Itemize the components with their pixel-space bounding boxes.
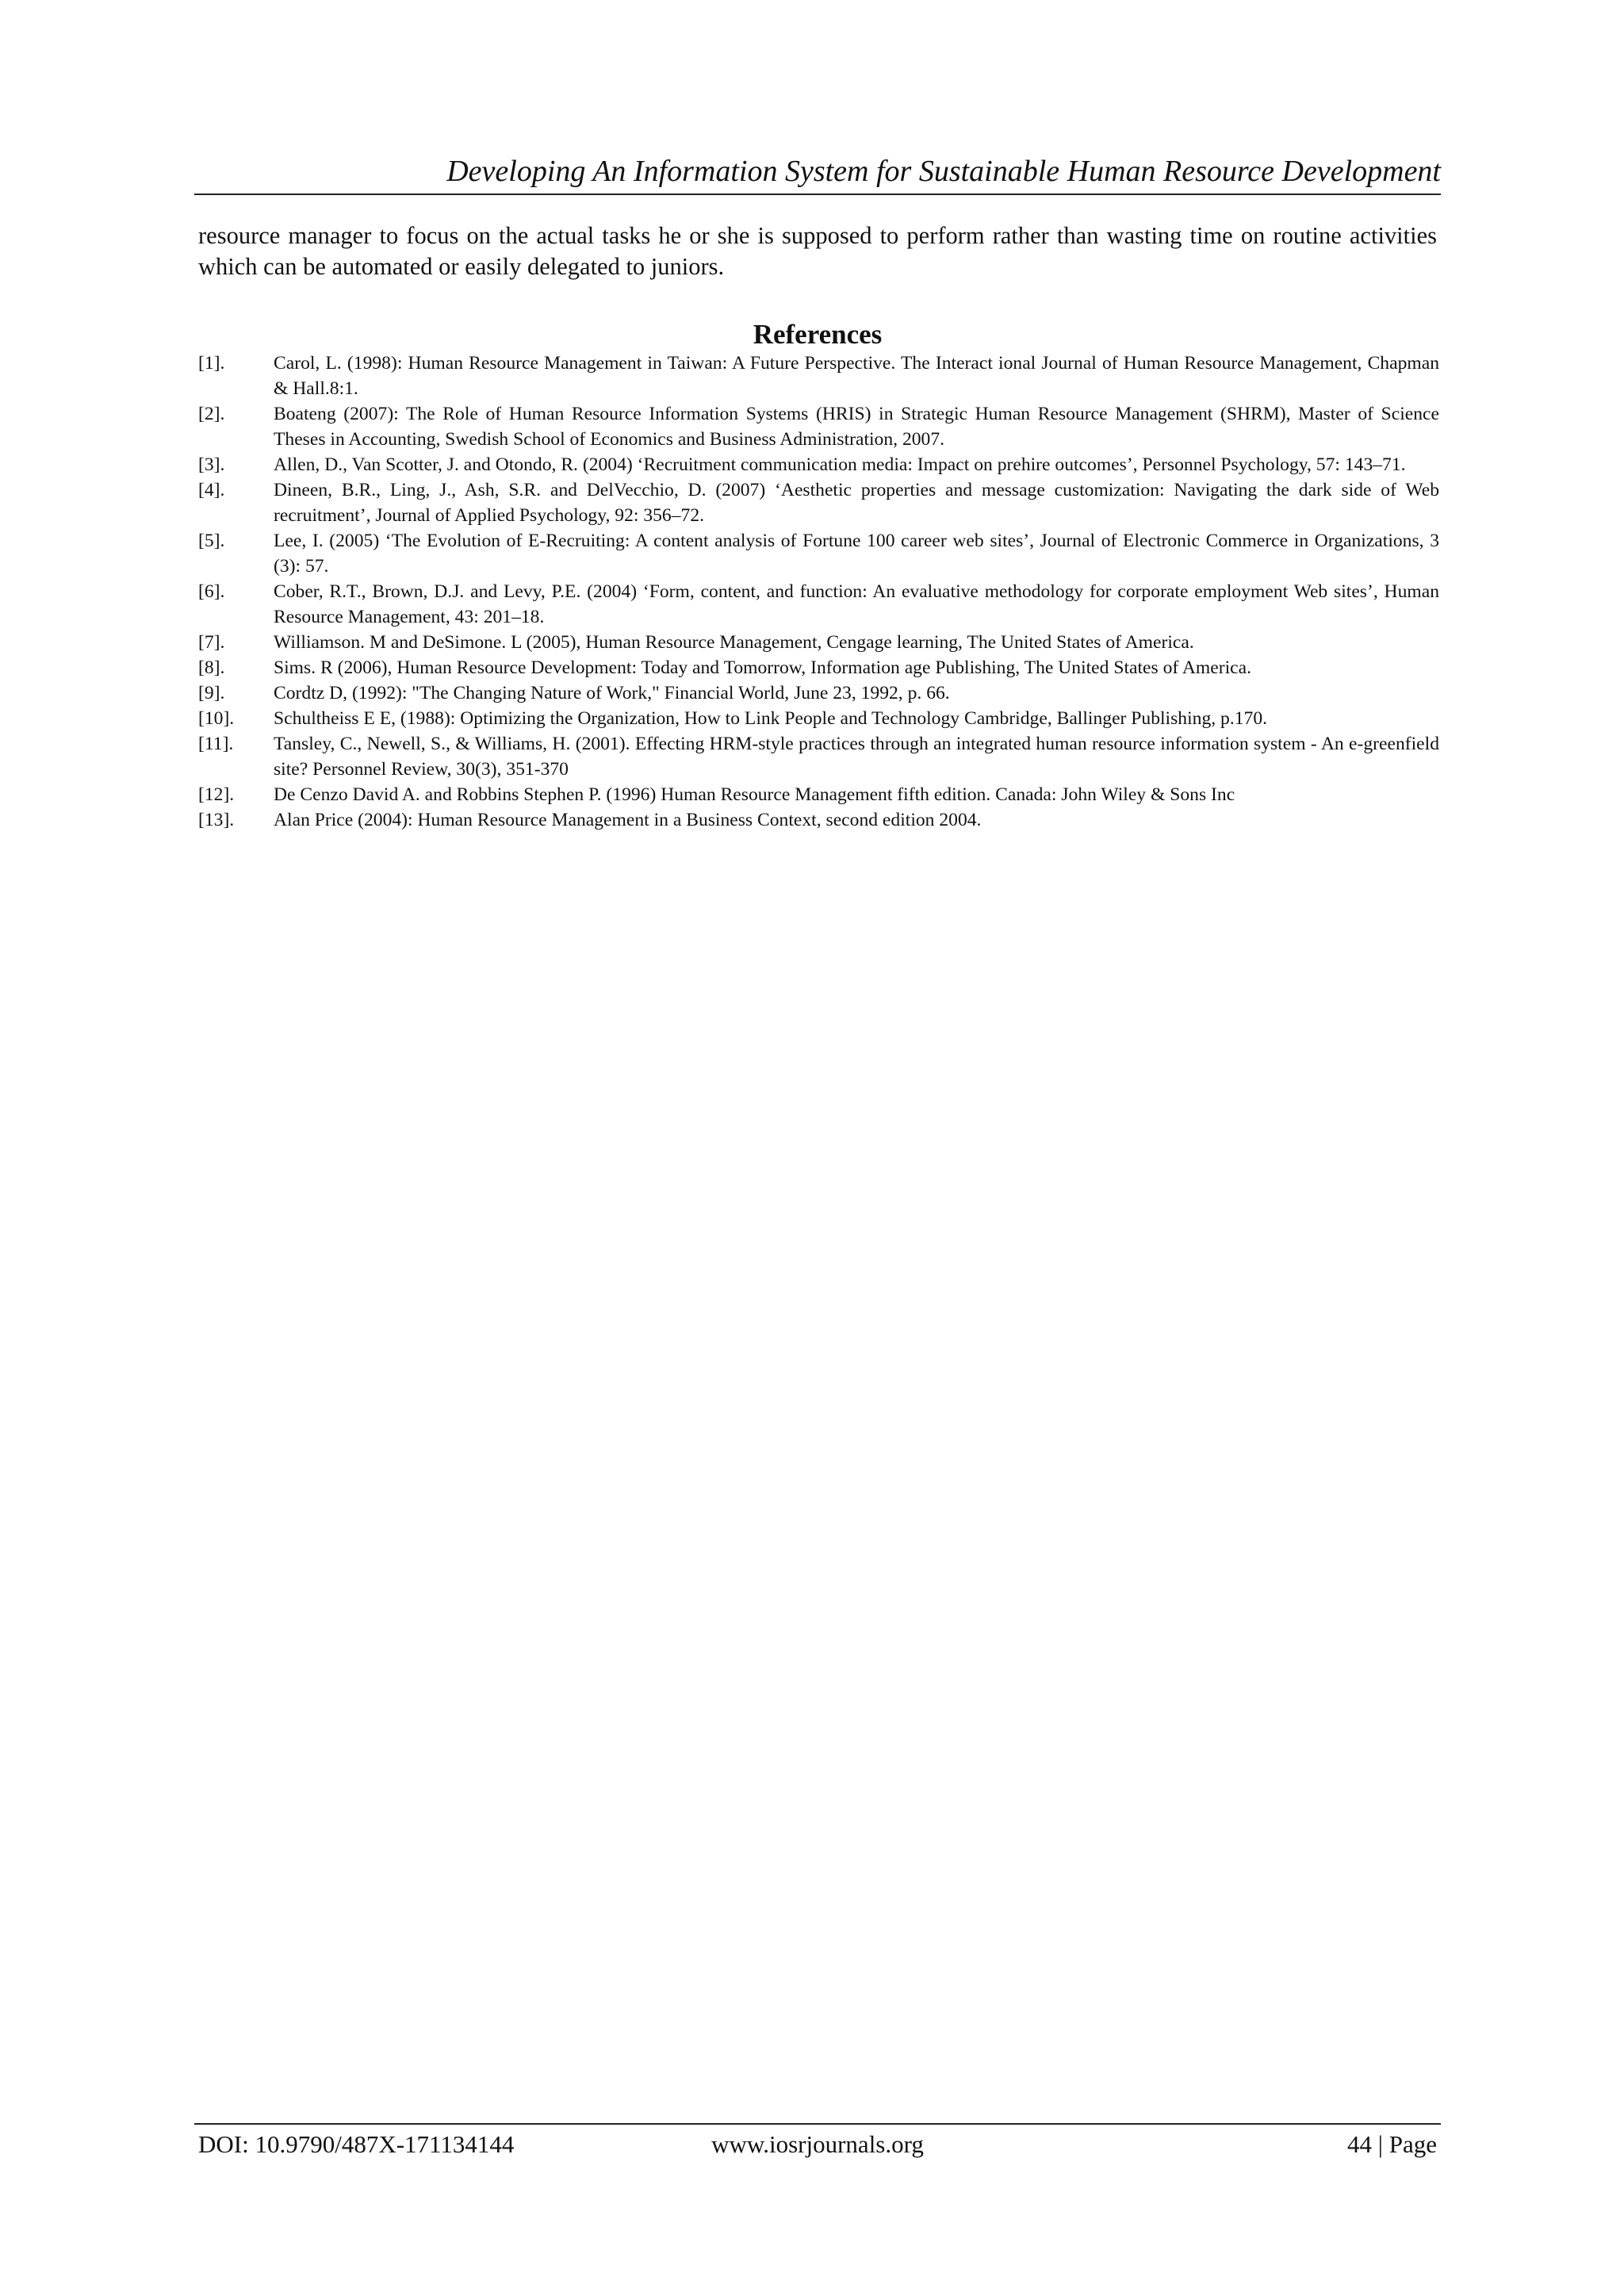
reference-number: [7]. (198, 632, 225, 653)
footer-rule (194, 2123, 1441, 2125)
reference-item (198, 452, 1439, 477)
reference-text: Dineen, B.R., Ling, J., Ash, S.R. and DelVecchio, D. (2007) ‘Aesthetic properties and message customization: Navigating the dark side of Web recruitment’, Journal of Applied Psychology, 92: 356–72. (274, 480, 1439, 526)
reference-text: Cober, R.T., Brown, D.J. and Levy, P.E. (2004) ‘Form, content, and function: An evaluative methodology for corporate employment Web sites’, Human Resource Management, 43: 201–18. (274, 581, 1439, 627)
reference-number: [9]. (198, 683, 225, 703)
reference-number: [5]. (198, 531, 225, 551)
reference-number: [4]. (198, 480, 225, 500)
reference-item (198, 579, 1439, 630)
reference-text: Alan Price (2004): Human Resource Management in a Business Context, second edition 2004. (274, 810, 982, 830)
reference-number: [11]. (198, 734, 234, 754)
reference-item (198, 351, 1439, 401)
reference-number: [1]. (198, 353, 225, 374)
reference-item (198, 731, 1439, 782)
reference-number: [12]. (198, 784, 235, 805)
reference-item (198, 706, 1439, 731)
reference-text: Tansley, C., Newell, S., & Williams, H. (2001). Effecting HRM-style practices through an integrated human resource information system - An e-greenfield site? Personnel Review, 30(3), 351-370 (274, 734, 1439, 780)
reference-text: Williamson. M and DeSimone. L (2005), Human Resource Management, Cengage learning, The United States of America. (274, 632, 1194, 653)
reference-item (198, 401, 1439, 452)
reference-text: Lee, I. (2005) ‘The Evolution of E-Recruiting: A content analysis of Fortune 100 career web sites’, Journal of Electronic Commerce in Organizations, 3 (3): 57. (274, 531, 1439, 577)
reference-item (198, 680, 1439, 706)
running-header: Developing An Information System for Sustainable Human Resource Development (446, 155, 1441, 188)
reference-text: Sims. R (2006), Human Resource Development: Today and Tomorrow, Information age Publishing, The United States of America. (274, 657, 1251, 678)
reference-text: Schultheiss E E, (1988): Optimizing the Organization, How to Link People and Technology Cambridge, Ballinger Publishing, p.170. (274, 708, 1268, 729)
reference-text: Cordtz D, (1992): "The Changing Nature of Work," Financial World, June 23, 1992, p. 66. (274, 683, 950, 703)
reference-text: Boateng (2007): The Role of Human Resource Information Systems (HRIS) in Strategic Human Resource Management (SHRM), Master of Science Theses in Accounting, Swedish School of Economics and Business Administration, 2007. (274, 404, 1439, 450)
reference-text: Allen, D., Van Scotter, J. and Otondo, R. (2004) ‘Recruitment communication media: Impact on prehire outcomes’, Personnel Psychology, 57: 143–71. (274, 454, 1406, 475)
reference-item (198, 630, 1439, 655)
reference-number: [13]. (198, 810, 235, 830)
header-rule (194, 194, 1441, 195)
reference-text: Carol, L. (1998): Human Resource Management in Taiwan: A Future Perspective. The Interact ional Journal of Human Resource Management, Chapman & Hall.8:1. (274, 353, 1439, 399)
reference-number: [8]. (198, 657, 225, 678)
reference-item (198, 807, 1439, 833)
footer-page-number: 44 | Page (1347, 2130, 1437, 2158)
references-heading: References (753, 319, 883, 350)
reference-list (198, 351, 1439, 833)
reference-item (198, 655, 1439, 680)
footer-doi: DOI: 10.9790/487X-171134144 (198, 2130, 515, 2158)
reference-number: [3]. (198, 454, 225, 475)
reference-item (198, 528, 1439, 579)
reference-text: De Cenzo David A. and Robbins Stephen P. (1996) Human Resource Management fifth edition. Canada: John Wiley & Sons Inc (274, 784, 1235, 805)
reference-number: [2]. (198, 404, 225, 424)
footer-website: www.iosrjournals.org (711, 2130, 924, 2158)
reference-item (198, 477, 1439, 528)
page-footer (198, 2127, 1437, 2162)
reference-number: [10]. (198, 708, 235, 729)
reference-item (198, 782, 1439, 807)
body-paragraph: resource manager to focus on the actual tasks he or she is supposed to perform rather than wasting time on routine activities which can be automated or easily delegated to juniors. (198, 222, 1437, 280)
reference-number: [6]. (198, 581, 225, 602)
